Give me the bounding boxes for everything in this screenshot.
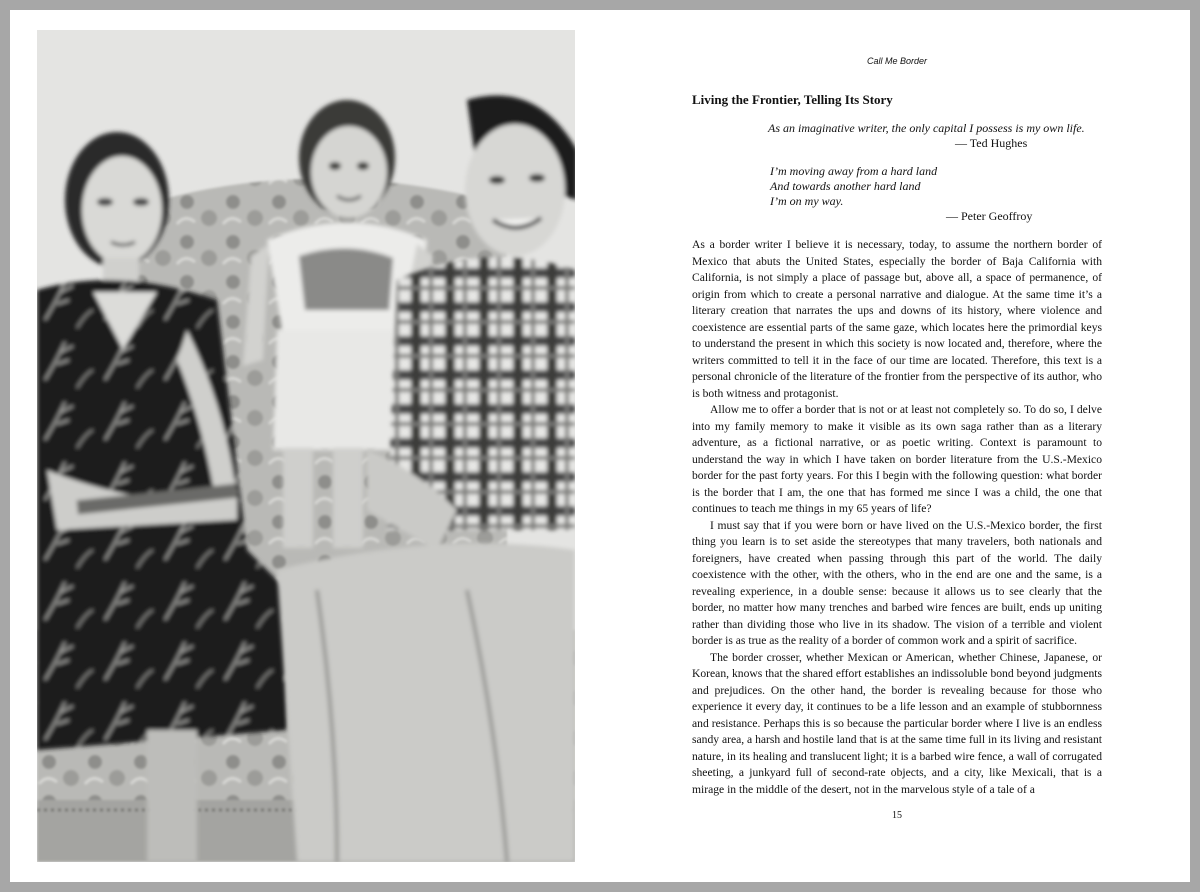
family-photograph — [37, 30, 575, 862]
paragraph: As a border writer I believe it is necessary, today, to assume the northern border of Mexico that abuts the United States, especially the border of Baja California with California, is not simply a place of passage but, above all, a space of permanence, of origin from which to create a personal narrative and dialogue. At the same time it’s a literary creation that narrates the ups and downs of its history, where violence and coexistence are essential parts of the same gaze, which locates here the primordial keys to understand the present in which this society is now located and, therefore, where the writers committed to tell it in the face of our time are located. Therefore, this text is a personal chronicle of the literature of the frontier from the perspective of its author, who is both witness and protagonist. — [692, 238, 1102, 400]
epigraph-author: — Ted Hughes — [955, 136, 1028, 150]
section-title: Living the Frontier, Telling Its Story — [692, 92, 893, 107]
epigraph-line: And towards another hard land — [770, 179, 921, 193]
text-page — [692, 10, 1102, 882]
epigraph-line: I’m moving away from a hard land — [770, 164, 938, 178]
epigraph-geoffroy — [770, 164, 1102, 224]
epigraph-line: I’m on my way. — [770, 194, 844, 208]
book-spread — [10, 10, 1190, 882]
paragraph: The border crosser, whether Mexican or American, whether Chinese, Japanese, or Korean, knows that the shared effort establishes an indissoluble bond beyond judgments and prejudices. On the other hand, the border is revealing because for those who experience it every day, it continues to be a life lesson and an example of stubbornness and resistance. Perhaps this is so because the particular border where I live is an endless sandy area, a harsh and hostile land that is at the same time full in its living and resistant nature, in its healing and translucent light; it is a barbed wire fence, a wall of corrugated sheeting, a junkyard full of second-rate objects, and a city, like Mexicali, that is a mirage in the middle of the desert, not in the marvelous style of a tale of a — [692, 650, 1102, 796]
epigraph-quote: As an imaginative writer, the only capital I possess is my own life. — [768, 121, 1085, 135]
paragraph: Allow me to offer a border that is not or at least not completely so. To do so, I delve into my family memory to make it visible as its own saga rather than as a literary adventure, as a fictional narrative, or as poetic writing. Context is paramount to understand the way in which I have taken on border literature from the U.S.-Mexico border for the past forty years. For this I begin with the following question: what border is the border that I am, the one that has formed me since I was a child, the one that continues to teach me things in my 65 years of life? — [692, 403, 1102, 515]
family-photo-icon — [37, 30, 575, 862]
paragraph: I must say that if you were born or have lived on the U.S.-Mexico border, the first thing you learn is to set aside the stereotypes that many travelers, both nationals and foreigners, have created when passing through this part of the world. The daily coexistence with the other, with the others, who in the end are one and the same, is a revealing experience, in a double sense: because it allows us to see clearly that the border, no matter how many trenches and barbed wire fences are built, ends up uniting rather than dividing those who live in its shadow. The vision of a terrible and violent border is as true as the reality of a border of common work and a spirit of sacrifice. — [692, 518, 1102, 647]
epigraph-author: — Peter Geoffroy — [946, 209, 1033, 223]
body-text — [692, 237, 1102, 798]
page-number: 15 — [892, 810, 902, 821]
running-head: Call Me Border — [866, 56, 928, 66]
epigraph-hughes — [768, 121, 1102, 151]
